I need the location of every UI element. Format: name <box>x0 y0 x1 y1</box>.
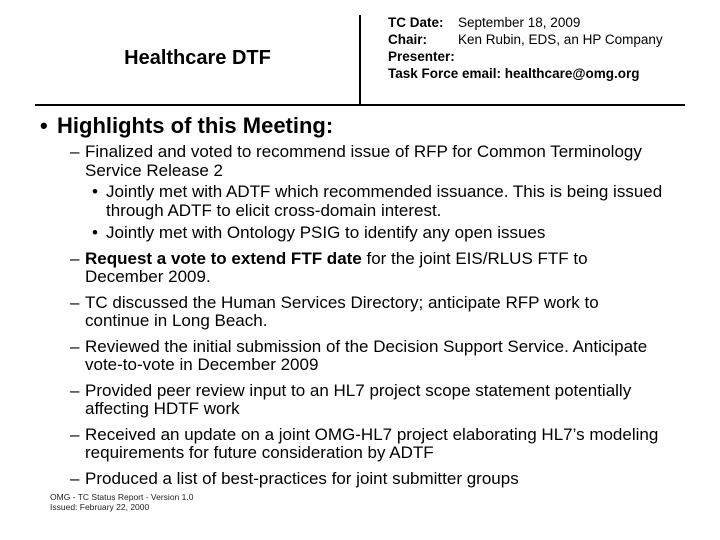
item-text: Finalized and voted to recommend issue of RFP for Common Terminology Service Release 2 <box>85 142 642 180</box>
task-force-email: Task Force email: healthcare@omg.org <box>388 66 640 81</box>
slide-title: Healthcare DTF <box>124 47 271 69</box>
vertical-divider <box>359 15 361 105</box>
sub-item-text: Jointly met with ADTF which recommended issuance. This is being issued through ADTF to elicit cross-domain interest. <box>106 182 663 220</box>
presenter-label: Presenter: <box>388 49 455 64</box>
footer-issued: Issued: February 22, 2000 <box>50 502 150 512</box>
item-text: TC discussed the Human Services Directory; anticipate RFP work to continue in Long Beach. <box>85 292 599 330</box>
sub-list-item: • Jointly met with ADTF which recommended issuance. This is being issued through ADTF to elicit cross-domain interest. <box>92 182 663 220</box>
heading: • Highlights of this Meeting: <box>40 113 334 138</box>
list-item: – Provided peer review input to an HL7 project scope statement potentially affecting HDTF work <box>70 380 632 418</box>
list-item: – Received an update on a joint OMG-HL7 project elaborating HL7’s modeling requirements for future consideration by ADTF <box>70 424 659 462</box>
list-item: – Reviewed the initial submission of the Decision Support Service. Anticipate vote-to-vote in December 2009 <box>70 336 648 374</box>
list-item: – Produced a list of best-practices for joint submitter groups <box>70 468 519 488</box>
list-item: – Finalized and voted to recommend issue of RFP for Common Terminology Service Release 2 <box>70 142 642 180</box>
chair: Ken Rubin, EDS, an HP Company <box>458 32 663 47</box>
item-bold-text: Request a vote to extend FTF date <box>85 248 362 268</box>
item-text: Provided peer review input to an HL7 project scope statement potentially affecting HDTF work <box>85 380 632 418</box>
footer-report: OMG - TC Status Report - Version 1.0 <box>50 492 194 502</box>
item-text: for the joint EIS/RLUS FTF to December 2009. <box>85 248 588 286</box>
sub-list-item: • Jointly met with Ontology PSIG to identify any open issues <box>92 223 546 242</box>
item-text: Reviewed the initial submission of the Decision Support Service. Anticipate vote-to-vote in December 2009 <box>85 336 648 374</box>
footer <box>50 492 193 512</box>
list-item: – TC discussed the Human Services Directory; anticipate RFP work to continue in Long Beach. <box>70 292 599 330</box>
sub-item-text: Jointly met with Ontology PSIG to identify any open issues <box>106 223 546 242</box>
meeting-info <box>388 14 663 82</box>
chair-label: Chair: <box>388 32 428 47</box>
heading-text: Highlights of this Meeting: <box>57 113 334 138</box>
horizontal-divider <box>35 104 685 106</box>
item-text: Received an update on a joint OMG-HL7 project elaborating HL7’s modeling requirements for future consideration by ADTF <box>85 424 659 462</box>
slide-body <box>40 113 680 495</box>
tc-date: September 18, 2009 <box>458 15 581 30</box>
tc-date-label: TC Date: <box>388 15 444 30</box>
list-item: – Request a vote to extend FTF date for the joint EIS/RLUS FTF to December 2009. <box>70 248 588 286</box>
item-text: Produced a list of best-practices for joint submitter groups <box>85 468 519 488</box>
